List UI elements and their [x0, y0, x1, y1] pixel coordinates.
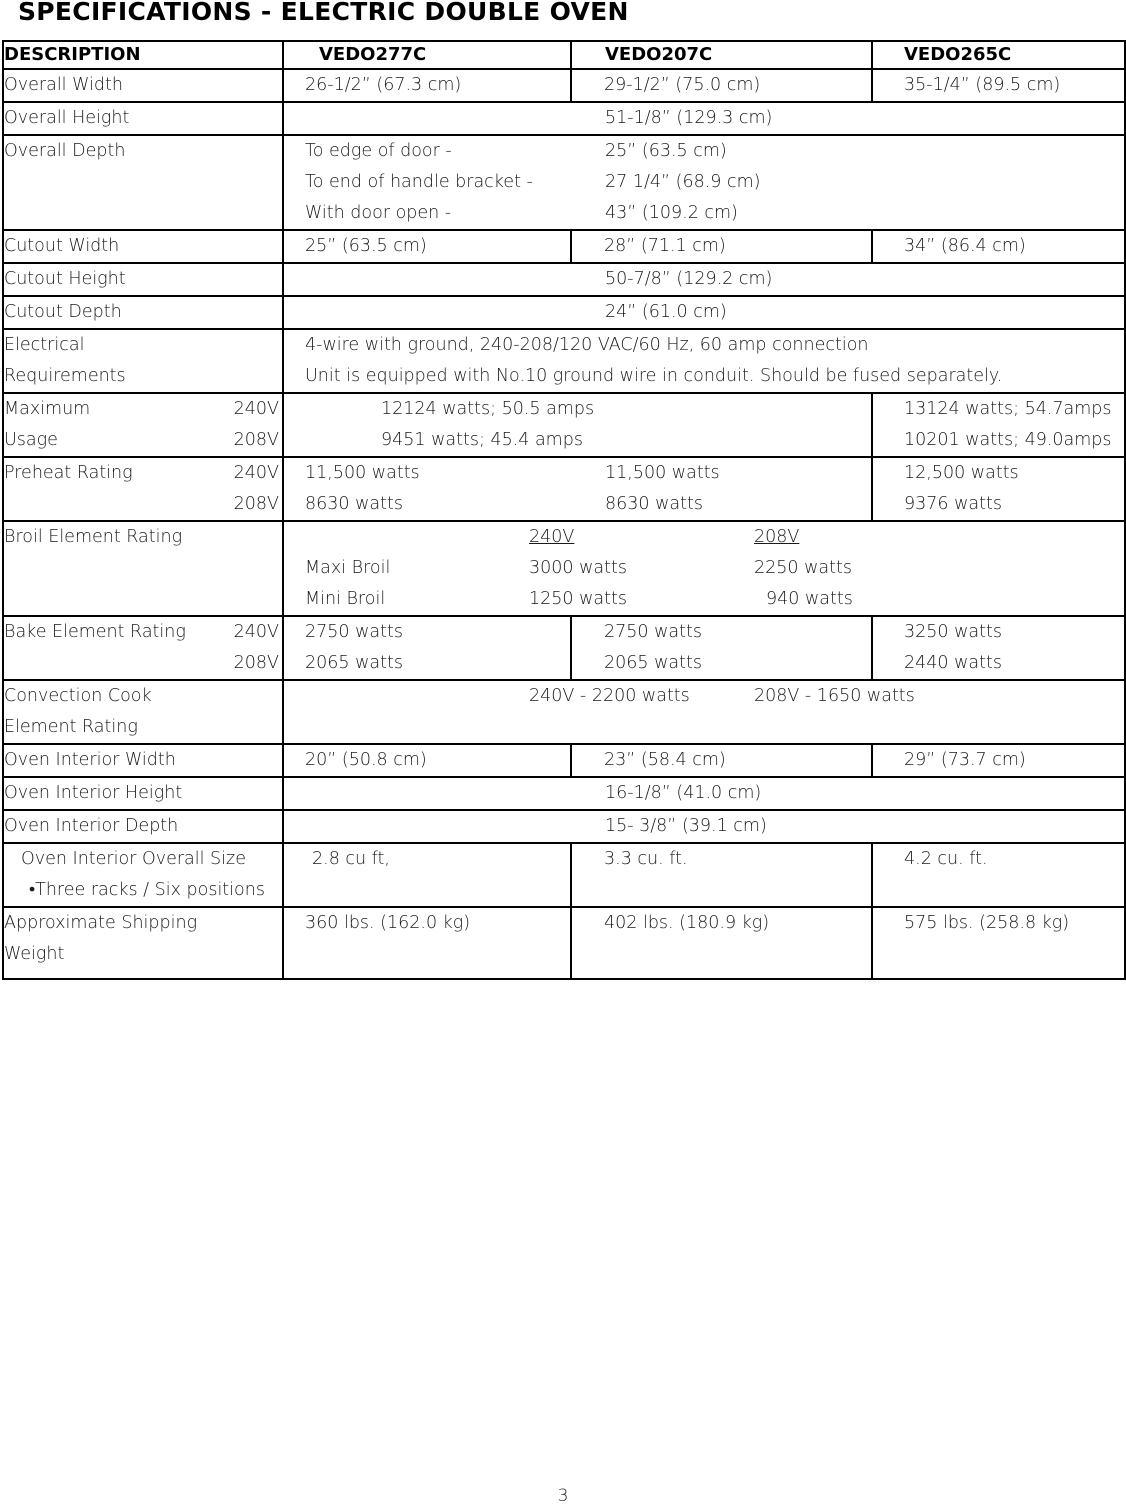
broil-maxi-208: 2250 watts — [754, 558, 852, 578]
list-item — [305, 198, 1124, 229]
row-oven-interior-depth — [3, 810, 1125, 843]
label-element-rating: Element Rating — [4, 717, 138, 737]
label-oven-interior-width: Oven Interior Width — [4, 750, 176, 770]
list-item — [305, 489, 871, 520]
row-electrical — [3, 329, 1125, 393]
voltage-208: 208V — [233, 653, 279, 673]
voltage-240: 240V — [233, 463, 279, 483]
label-overall-width: Overall Width — [4, 75, 123, 95]
shipping-vedo265c: 575 lbs. (258.8 kg) — [904, 913, 1070, 933]
label-oven-interior-height: Oven Interior Height — [4, 783, 183, 803]
interior-width-vedo265c: 29” (73.7 cm) — [904, 750, 1026, 770]
header-vedo277c: VEDO277C — [283, 41, 571, 69]
row-oven-interior-height — [3, 777, 1125, 810]
list-item — [4, 394, 282, 425]
row-overall-depth — [3, 135, 1125, 230]
label-usage: Usage — [4, 430, 58, 450]
row-shipping-weight — [3, 907, 1125, 979]
row-maximum-usage — [3, 393, 1125, 457]
voltage-208: 208V — [233, 494, 279, 514]
row-oven-interior-size — [3, 843, 1125, 907]
table-header-row — [3, 41, 1125, 69]
label-weight: Weight — [4, 944, 65, 964]
list-item — [4, 425, 282, 456]
preheat-208-vedo277c: 8630 watts — [305, 494, 403, 514]
label-electrical: Electrical — [4, 335, 85, 355]
row-bake-element-rating — [3, 616, 1125, 680]
row-cutout-depth — [3, 296, 1125, 329]
label-overall-height: Overall Height — [4, 108, 130, 128]
label-cutout-depth: Cutout Depth — [4, 302, 122, 322]
interior-depth-value: 15- 3/8” (39.1 cm) — [605, 816, 767, 836]
broil-mini-208: 940 watts — [766, 589, 853, 609]
broil-maxi-label: Maxi Broil — [305, 558, 391, 578]
cutout-height-value: 50-7/8” (129.2 cm) — [605, 269, 773, 289]
bake-208-vedo207c: 2065 watts — [604, 653, 702, 673]
row-overall-height — [3, 102, 1125, 135]
label-cutout-height: Cutout Height — [4, 269, 126, 289]
shipping-vedo277c: 360 lbs. (162.0 kg) — [305, 913, 471, 933]
voltage-208: 208V — [233, 430, 279, 450]
label-oven-interior-depth: Oven Interior Depth — [4, 816, 179, 836]
broil-header-208: 208V — [754, 527, 800, 547]
label-preheat-rating: Preheat Rating — [4, 463, 133, 483]
electrical-line-2: Unit is equipped with No.10 ground wire in conduit. Should be fused separately. — [305, 366, 1003, 386]
label-convection-cook: Convection Cook — [4, 686, 152, 706]
overall-width-vedo207c: 29-1/2” (75.0 cm) — [604, 75, 761, 95]
depth-open-desc: With door open - — [305, 203, 452, 223]
list-item — [305, 167, 1124, 198]
bake-240-vedo207c: 2750 watts — [604, 622, 702, 642]
list-item — [305, 458, 871, 489]
voltage-240: 240V — [233, 622, 279, 642]
depth-handle-value: 27 1/4” (68.9 cm) — [605, 172, 761, 192]
broil-maxi-240: 3000 watts — [529, 558, 627, 578]
row-convection-cook — [3, 680, 1125, 744]
row-oven-interior-width — [3, 744, 1125, 777]
header-vedo207c: VEDO207C — [571, 41, 872, 69]
max-usage-240-value: 12124 watts; 50.5 amps — [381, 399, 595, 419]
overall-width-vedo265c: 35-1/4” (89.5 cm) — [904, 75, 1061, 95]
row-overall-width — [3, 69, 1125, 102]
list-item — [305, 522, 1124, 553]
list-item — [4, 617, 282, 648]
bake-208-vedo265c: 2440 watts — [904, 653, 1002, 673]
broil-mini-240: 1250 watts — [529, 589, 627, 609]
max-usage-208-vedo265c: 10201 watts; 49.0amps — [904, 430, 1112, 450]
page-title: SPECIFICATIONS - ELECTRIC DOUBLE OVEN — [18, 0, 629, 26]
preheat-240-vedo207c: 11,500 watts — [605, 463, 720, 483]
list-item — [305, 584, 1124, 615]
depth-open-value: 43” (109.2 cm) — [605, 203, 738, 223]
bake-208-vedo277c: 2065 watts — [305, 653, 403, 673]
preheat-208-vedo207c: 8630 watts — [605, 494, 703, 514]
bake-240-vedo265c: 3250 watts — [904, 622, 1002, 642]
label-bake-element-rating: Bake Element Rating — [4, 622, 186, 642]
label-maximum: Maximum — [4, 399, 91, 419]
broil-header-240: 240V — [529, 527, 575, 547]
depth-edge-desc: To edge of door - — [305, 141, 452, 161]
bake-240-vedo277c: 2750 watts — [305, 622, 403, 642]
interior-height-value: 16-1/8” (41.0 cm) — [605, 783, 762, 803]
label-broil-element-rating: Broil Element Rating — [4, 527, 183, 547]
preheat-240-vedo277c: 11,500 watts — [305, 463, 420, 483]
row-cutout-width — [3, 230, 1125, 263]
label-cutout-width: Cutout Width — [4, 236, 120, 256]
voltage-240: 240V — [233, 399, 279, 419]
overall-height-value: 51-1/8” (129.3 cm) — [605, 108, 773, 128]
list-item — [305, 553, 1124, 584]
list-item — [4, 648, 282, 679]
list-item — [4, 489, 282, 520]
electrical-line-1: 4-wire with ground, 240-208/120 VAC/60 Hz, 60 amp connection — [305, 335, 869, 355]
row-broil-element-rating — [3, 521, 1125, 616]
header-vedo265c: VEDO265C — [872, 41, 1125, 69]
label-approximate-shipping: Approximate Shipping — [4, 913, 198, 933]
max-usage-240-vedo265c: 13124 watts; 54.7amps — [904, 399, 1112, 419]
preheat-208-vedo265c: 9376 watts — [904, 494, 1002, 514]
depth-edge-value: 25” (63.5 cm) — [605, 141, 727, 161]
interior-width-vedo277c: 20” (50.8 cm) — [305, 750, 427, 770]
page-number: 3 — [557, 1486, 569, 1506]
list-item — [305, 136, 1124, 167]
convection-240: 240V - 2200 watts — [529, 686, 690, 706]
broil-mini-label: Mini Broil — [305, 589, 386, 609]
depth-handle-desc: To end of handle bracket - — [305, 172, 533, 192]
list-item — [4, 458, 282, 489]
cutout-width-vedo207c: 28” (71.1 cm) — [604, 236, 726, 256]
cutout-depth-value: 24” (61.0 cm) — [605, 302, 727, 322]
preheat-240-vedo265c: 12,500 watts — [904, 463, 1019, 483]
label-overall-depth: Overall Depth — [4, 141, 126, 161]
shipping-vedo207c: 402 lbs. (180.9 kg) — [604, 913, 770, 933]
list-item — [305, 681, 1124, 712]
row-preheat-rating — [3, 457, 1125, 521]
label-racks-positions: •Three racks / Six positions — [29, 880, 265, 900]
interior-size-vedo277c: 2.8 cu ft, — [312, 849, 390, 869]
specifications-table — [2, 40, 1126, 980]
interior-size-vedo265c: 4.2 cu. ft. — [904, 849, 988, 869]
row-cutout-height — [3, 263, 1125, 296]
overall-width-vedo277c: 26-1/2” (67.3 cm) — [305, 75, 462, 95]
max-usage-208-value: 9451 watts; 45.4 amps — [381, 430, 583, 450]
interior-width-vedo207c: 23” (58.4 cm) — [604, 750, 726, 770]
cutout-width-vedo265c: 34” (86.4 cm) — [904, 236, 1026, 256]
label-requirements: Requirements — [4, 366, 126, 386]
cutout-width-vedo277c: 25” (63.5 cm) — [305, 236, 427, 256]
header-description: DESCRIPTION — [3, 41, 283, 69]
label-oven-interior-overall-size: Oven Interior Overall Size — [21, 849, 246, 869]
interior-size-vedo207c: 3.3 cu. ft. — [604, 849, 688, 869]
convection-208: 208V - 1650 watts — [754, 686, 915, 706]
